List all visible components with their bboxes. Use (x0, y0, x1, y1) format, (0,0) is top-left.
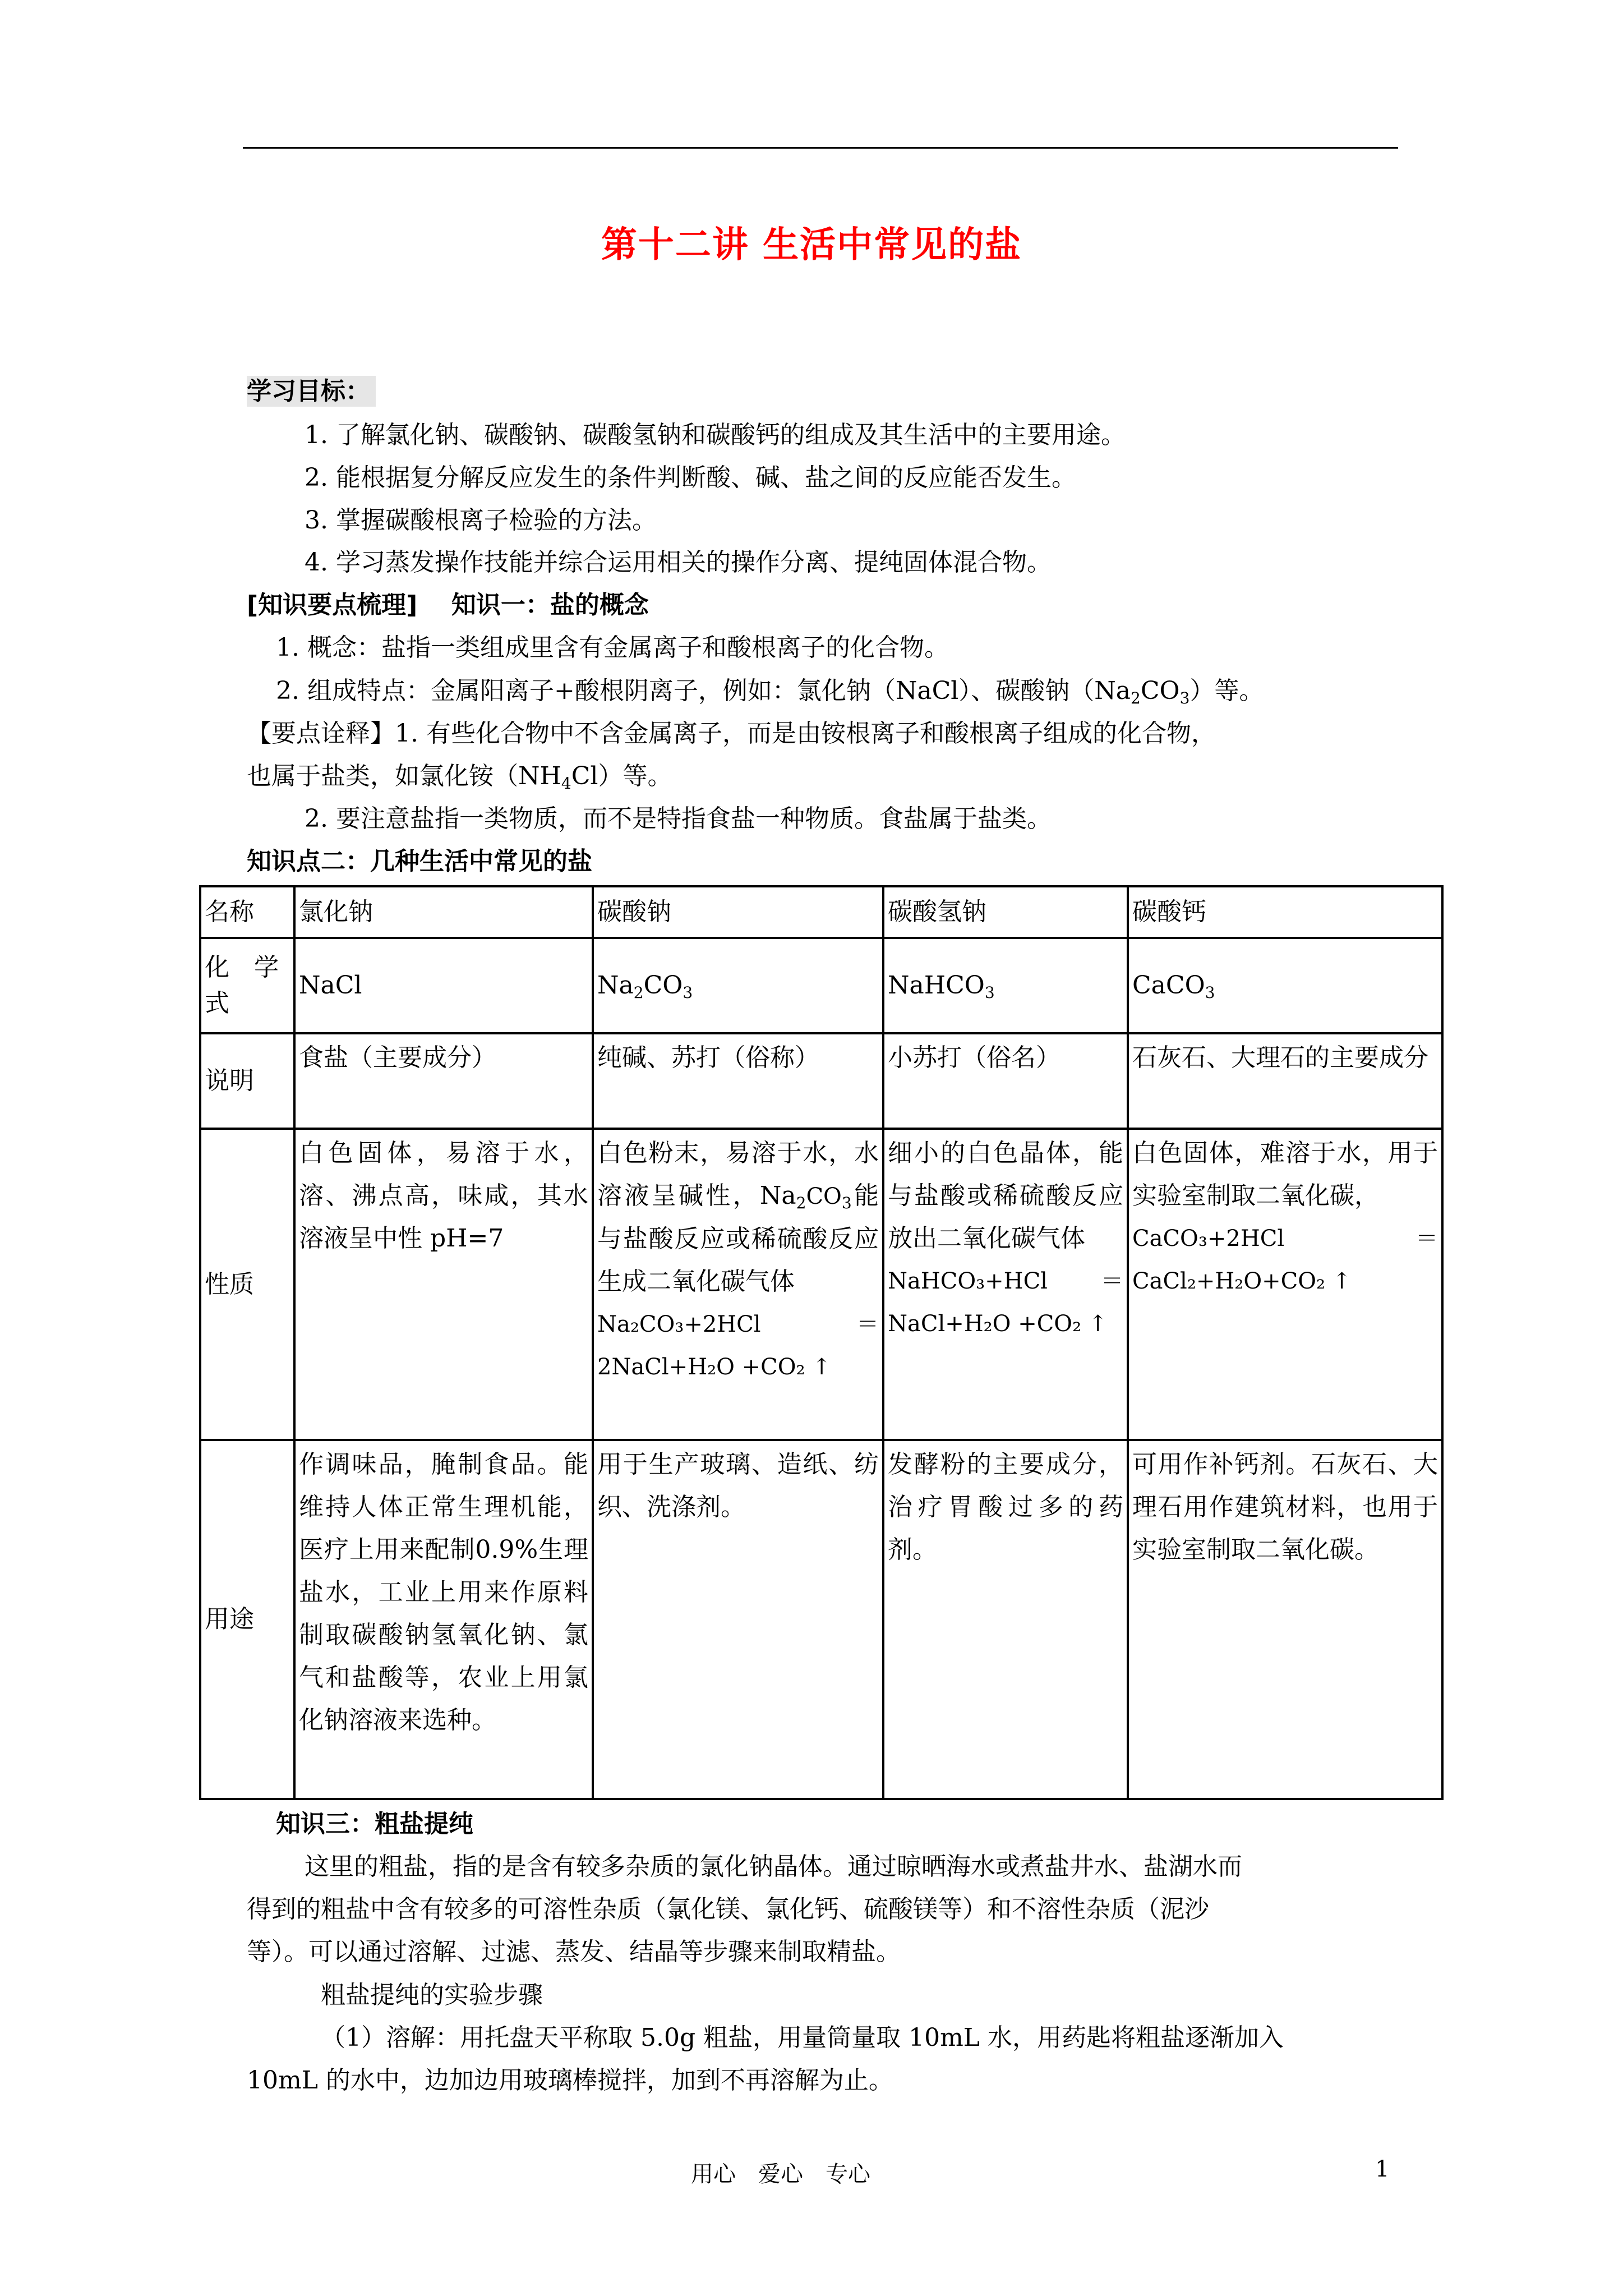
page-title: 第十二讲 生活中常见的盐 (601, 224, 1022, 266)
step-line: （1）溶解：用托盘天平称取 5.0g 粗盐，用量筒量取 10mL 水，用药匙将粗盐逐渐加入 (321, 2023, 1284, 2052)
page-number: 1 (1375, 2156, 1390, 2182)
table-cell: 小苏打（俗名） (883, 1033, 1128, 1129)
knowledge-bracket: [知识要点梳理] (247, 591, 418, 619)
section1-heading (247, 588, 649, 622)
table-row (200, 886, 1442, 938)
table-cell: $Na_2CO_3$ (593, 938, 883, 1033)
composition-text: 2. 组成特点：金属阳离子+酸根阴离子，例如：氯化钠（NaCl）、碳酸钠$(Na_2CO_3)$等。 (276, 677, 1264, 707)
note-text-continued: 也属于盐类，如氯化铵$(NH_4Cl)$等。 (247, 762, 672, 793)
header-rule (243, 147, 1398, 149)
table-cell: 发酵粉的主要成分，治疗胃酸过多的药剂。 (883, 1440, 1128, 1799)
note-text-2: 2. 要注意盐指一类物质，而不是特指食盐一种物质。食盐属于盐类。 (305, 804, 1052, 833)
table-row (200, 1440, 1442, 1799)
table-cell: 食盐（主要成分） (294, 1033, 593, 1129)
table-row (200, 938, 1442, 1033)
table-row-label: 用途 (200, 1440, 294, 1799)
paragraph-line: 这里的粗盐，指的是含有较多杂质的氯化钠晶体。通过晾晒海水或煮盐井水、盐湖水而 (305, 1852, 1242, 1881)
paragraph-line: 等）。可以通过溶解、过滤、蒸发、结晶等步骤来制取精盐。 (247, 1938, 901, 1966)
table-cell: NaHCO$_3$ (883, 938, 1128, 1033)
table-cell: 细小的白色晶体，能与盐酸或稀硫酸反应放出二氧化碳气体 NaHCO₃+HCl ＝ NaCl+H₂O +CO₂ ↑ (883, 1129, 1128, 1440)
table-cell: CaCO$_3$ (1128, 938, 1442, 1033)
note-text: 【要点诠释】1. 有些化合物中不含金属离子，而是由铵根离子和酸根离子组成的化合物， (247, 719, 1216, 748)
table-cell: 用于生产玻璃、造纸、纺织、洗涤剂。 (593, 1440, 883, 1799)
table-header-cell: 名称 (200, 886, 294, 938)
table-cell: NaCl (294, 938, 593, 1033)
objective-item: 4. 学习蒸发操作技能并综合运用相关的操作分离、提纯固体混合物。 (305, 548, 1052, 577)
section3-heading: 知识三：粗盐提纯 (276, 1810, 473, 1838)
table-cell: 纯碱、苏打（俗称） (593, 1033, 883, 1129)
table-row (200, 1129, 1442, 1440)
table-row-label: 说明 (200, 1033, 294, 1129)
footer-motto: 用心 爱心 专心 (691, 2161, 870, 2187)
table-header-cell: 碳酸钙 (1128, 886, 1442, 938)
step-line: 10mL 的水中，边加边用玻璃棒搅拌，加到不再溶解为止。 (247, 2066, 893, 2095)
paragraph-line: 得到的粗盐中含有较多的可溶性杂质（氯化镁、氯化钙、硫酸镁等）和不溶性杂质（泥沙 (247, 1895, 1209, 1924)
section1-title: 知识一：盐的概念 (451, 591, 649, 619)
table-header-cell: 碳酸钠 (593, 886, 883, 938)
table-row (200, 1033, 1442, 1129)
objectives-heading-text: 学习目标： (247, 376, 376, 407)
table-cell: 白色固体，难溶于水，用于实验室制取二氧化碳， CaCO₃+2HCl ＝ CaCl₂+H₂O+CO₂ ↑ (1128, 1129, 1442, 1440)
table-cell: 白色粉末，易溶于水，水溶液呈碱性，$Na_2CO_3$能与盐酸反应或稀硫酸反应生成二氧化碳气体 Na₂CO₃+2HCl ＝ 2NaCl+H₂O +CO₂ ↑ (593, 1129, 883, 1440)
objective-item: 2. 能根据复分解反应发生的条件判断酸、碱、盐之间的反应能否发生。 (305, 463, 1076, 492)
table-row-label: 性质 (200, 1129, 294, 1440)
section2-heading: 知识点二：几种生活中常见的盐 (247, 847, 592, 876)
table-cell: 石灰石、大理石的主要成分 (1128, 1033, 1442, 1129)
objective-item: 1. 了解氯化钠、碳酸钠、碳酸氢钠和碳酸钙的组成及其生活中的主要用途。 (305, 421, 1126, 449)
table-cell: 白色固体，易溶于水，溶、沸点高，味咸，其水溶液呈中性 pH=7 (294, 1129, 593, 1440)
objective-item: 3. 掌握碳酸根离子检验的方法。 (305, 506, 657, 535)
table-header-cell: 碳酸氢钠 (883, 886, 1128, 938)
objectives-heading (247, 375, 376, 408)
table-cell: 作调味品，腌制食品。能维持人体正常生理机能，医疗上用来配制0.9%生理盐水，工业上用来作原料制取碳酸钠氢氧化钠、氯气和盐酸等，农业上用氯化钠溶液来选种。 (294, 1440, 593, 1799)
steps-title: 粗盐提纯的实验步骤 (321, 1981, 543, 2009)
table-header-cell: 氯化钠 (294, 886, 593, 938)
table-cell: 可用作补钙剂。石灰石、大理石用作建筑材料，也用于实验室制取二氧化碳。 (1128, 1440, 1442, 1799)
table-row-label: 化 学 式 (200, 938, 294, 1033)
concept-text: 1. 概念：盐指一类组成里含有金属离子和酸根离子的化合物。 (276, 633, 949, 662)
salt-table (199, 885, 1444, 1800)
